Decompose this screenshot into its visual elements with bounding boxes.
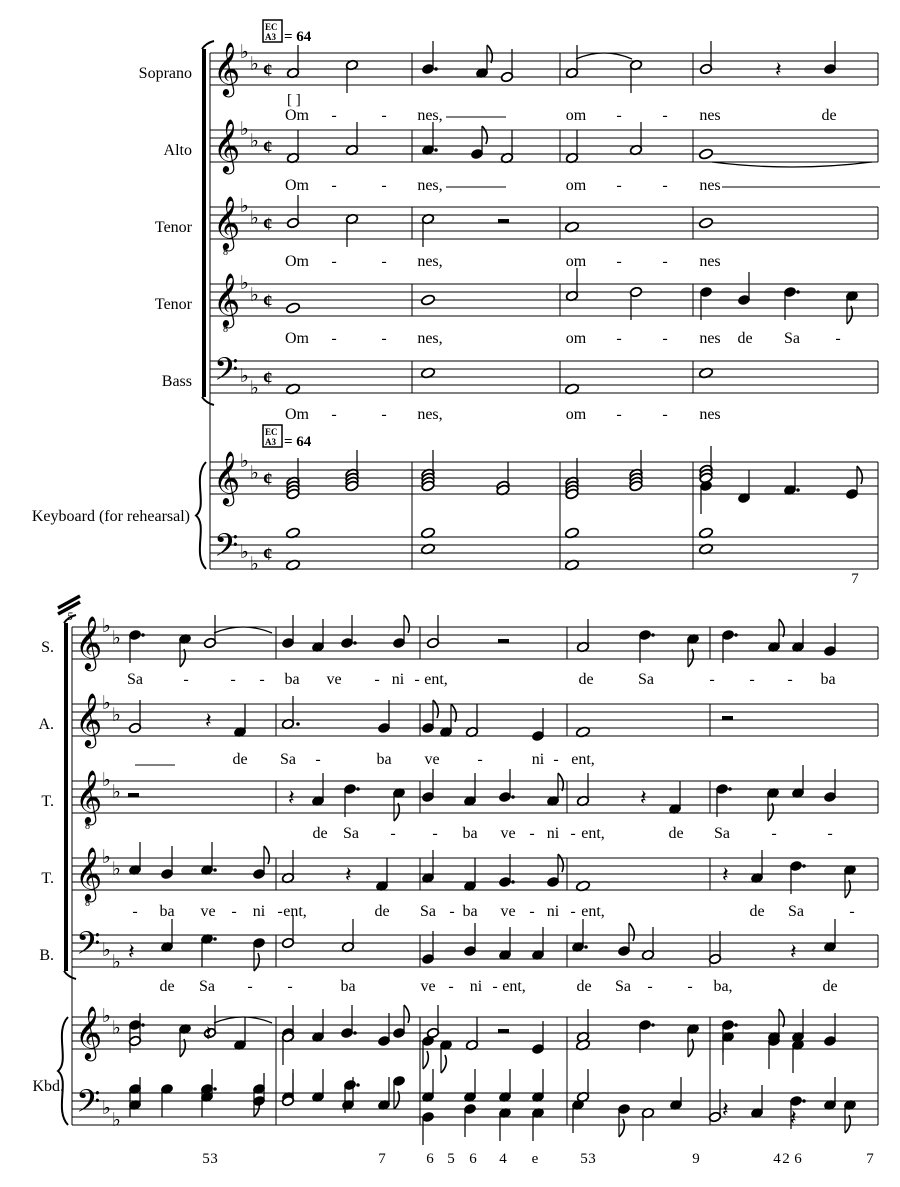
augmentation-dot [353, 641, 357, 645]
s2-a-lyric-2: - [315, 751, 321, 768]
s2-t1-lyric-12: - [771, 825, 777, 842]
augmentation-dot [802, 864, 806, 868]
s1-bass-lyric-4: om [565, 406, 587, 423]
note-head [699, 217, 714, 229]
s1-alto-lyric-4: om [565, 177, 587, 194]
quarter-rest-icon: 𝄽 [640, 785, 647, 810]
s1-tenor2-lyric-1: - [331, 330, 337, 347]
augmentation-dot [584, 945, 588, 949]
editorial-mark: [ ] [287, 92, 301, 108]
flat-icon: ♭ [112, 952, 121, 973]
s2-t2-lyric-7: de [374, 903, 390, 920]
flat-icon: ♭ [250, 131, 259, 152]
figure-12: 4 [773, 1151, 781, 1167]
cut-time-icon: ¢ [263, 291, 273, 312]
figure-2: 3 [210, 1151, 218, 1167]
tempo-text: = 64 [284, 29, 312, 45]
note-flag [558, 854, 563, 872]
flat-icon: ♭ [102, 940, 111, 961]
quarter-rest-icon: 𝄽 [288, 785, 295, 810]
s2-a-lyric-8: ent, [571, 751, 595, 768]
s2-s-lyric-3: - [259, 671, 265, 688]
s1-bass-lyric-3: nes, [417, 406, 443, 423]
s1-tenor1-lyric-0: Om [285, 253, 309, 270]
s2-s-lyric-13: - [749, 671, 755, 688]
augmentation-dot [734, 1023, 738, 1027]
s2-a-lyric-6: ni [531, 751, 545, 768]
s1-soprano-lyric-0: Om [285, 107, 309, 124]
s2-s-lyric-0: Sa [127, 671, 143, 688]
treble-clef-icon: 𝄞 [213, 452, 241, 503]
figure-14: 6 [794, 1151, 802, 1167]
flat-icon: ♭ [250, 463, 259, 484]
s1-bass-lyric-2: - [381, 406, 387, 423]
s2-t1-lyric-13: - [827, 825, 833, 842]
s2-a-lyric-3: ba [376, 751, 392, 768]
s2-a-lyric-0: de [232, 751, 248, 768]
s2-b-lyric-1: Sa [199, 978, 215, 995]
s2-s-lyric-14: - [787, 671, 793, 688]
augmentation-dot [511, 795, 515, 799]
s1-soprano-lyric-5: - [616, 107, 622, 124]
flat-icon: ♭ [112, 705, 121, 726]
quarter-rest-icon: 𝄽 [722, 1097, 729, 1122]
note-flag [688, 649, 693, 667]
sys2-choir-bracket [64, 623, 68, 971]
treble-clef-icon: 𝄞 [75, 617, 103, 668]
note-flag [404, 1005, 409, 1023]
s2-t2-lyric-0: - [132, 903, 138, 920]
figured-bass-layer [202, 571, 874, 1167]
quarter-rest-icon: 𝄽 [205, 1021, 212, 1046]
flat-icon: ♭ [102, 1098, 111, 1119]
note-flag [487, 45, 492, 63]
quarter-rest-icon: 𝄽 [775, 57, 782, 82]
s2-t2-lyric-17: Sa [788, 903, 804, 920]
note-flag [688, 1039, 693, 1057]
augmentation-dot [353, 1031, 357, 1035]
octave-8-mark: 8 [223, 247, 228, 258]
note-flag [847, 306, 852, 324]
bass-clef-icon: 𝄢 [76, 1085, 101, 1127]
s2-t2-lyric-3: - [231, 903, 237, 920]
s2-b-lyric-14: ba, [713, 978, 733, 995]
note-head [421, 294, 436, 306]
treble-clef-icon: 𝄞 [75, 694, 103, 745]
svg-text:EC: EC [265, 427, 278, 437]
s1-tenor1-lyric-1: - [331, 253, 337, 270]
augmentation-dot [434, 67, 438, 71]
s2-t2-lyric-1: ba [159, 903, 175, 920]
figure-7: 4 [499, 1151, 507, 1167]
s1-bass-lyric-1: - [331, 406, 337, 423]
s2-b-lyric-10: de [576, 978, 592, 995]
flat-icon: ♭ [112, 1018, 121, 1039]
figure-5: 5 [447, 1151, 455, 1167]
quarter-rest-icon: 𝄽 [790, 939, 797, 964]
s1-tenor2-lyric-4: om [565, 330, 587, 347]
s1-tenor2-lyric-8: de [737, 330, 753, 347]
bass-clef-icon: 𝄢 [214, 353, 239, 395]
s2-t2-lyric-9: - [449, 903, 455, 920]
flat-icon: ♭ [240, 273, 249, 294]
sys1-choir-bracket [202, 49, 206, 397]
measure-number: 5 [67, 609, 73, 623]
quarter-rest-icon: 𝄽 [205, 708, 212, 733]
figure-3: 7 [378, 1151, 386, 1167]
s2-b-lyric-7: ni [469, 978, 483, 995]
s1-alto-lyric-5: - [616, 177, 622, 194]
quarter-rest-icon: 𝄽 [345, 862, 352, 887]
note-flag [558, 773, 563, 791]
s2-b-lyric-9: ent, [502, 978, 526, 995]
octave-8-mark: 8 [85, 821, 90, 832]
part-label-tenor-1: Tenor [154, 219, 192, 236]
s2-t1-lyric-1: Sa [343, 825, 359, 842]
part-label-b: B. [39, 947, 54, 964]
flat-icon: ♭ [250, 54, 259, 75]
s1-soprano-lyric-3: nes, [417, 107, 443, 124]
s2-b-lyric-11: Sa [615, 978, 631, 995]
note-flag [423, 1051, 428, 1069]
treble-clef-icon: 𝄞 [213, 274, 241, 325]
tie-icon [214, 1017, 272, 1023]
s1-soprano-lyric-1: - [331, 107, 337, 124]
s2-t1-lyric-11: Sa [714, 825, 730, 842]
treble-clef-icon: 𝄞 [213, 43, 241, 94]
half-rest-icon [498, 1029, 509, 1033]
part-label-a: A. [38, 716, 54, 733]
s1-tenor1-lyric-2: - [381, 253, 387, 270]
flat-icon: ♭ [240, 196, 249, 217]
octave-8-mark: 8 [85, 898, 90, 909]
tie-icon [576, 53, 632, 59]
quarter-rest-icon: 𝄽 [128, 939, 135, 964]
sys1-bracket-bottom [202, 397, 214, 405]
note-flag [180, 1039, 185, 1057]
cut-time-icon: ¢ [263, 137, 273, 158]
s1-tenor1-lyric-5: - [616, 253, 622, 270]
s2-a-lyric-5: - [477, 751, 483, 768]
flat-icon: ♭ [112, 1110, 121, 1131]
note-flag [441, 1055, 446, 1073]
s2-b-lyric-3: - [287, 978, 293, 995]
augmentation-dot [434, 148, 438, 152]
note-flag [629, 923, 634, 941]
s1-tenor2-lyric-9: Sa [784, 330, 800, 347]
s2-b-lyric-12: - [647, 978, 653, 995]
note-flag [180, 649, 185, 667]
augmentation-dot [796, 488, 800, 492]
staff-lines-layer [58, 41, 878, 1125]
s2-t2-lyric-15: ent, [581, 903, 605, 920]
treble-clef-icon: 𝄞 [75, 771, 103, 822]
s2-t2-lyric-6: ent, [283, 903, 307, 920]
s2-s-lyric-11: Sa [638, 671, 654, 688]
half-rest-icon [498, 639, 509, 643]
flat-icon: ♭ [102, 616, 111, 637]
s1-tenor2-lyric-7: nes [699, 330, 721, 347]
figure-9: 5 [580, 1151, 588, 1167]
part-label-keyboard: Keyboard (for rehearsal) [31, 508, 190, 525]
note-flag [845, 1115, 850, 1133]
s1-soprano-lyric-7: nes [699, 107, 721, 124]
sys2-bracket-bottom [64, 971, 76, 979]
s2-t2-lyric-2: ve [200, 903, 216, 920]
s2-t2-lyric-16: de [749, 903, 765, 920]
augmentation-dot [651, 633, 655, 637]
part-label-t1: T. [41, 793, 54, 810]
s1-tenor1-lyric-7: nes [699, 253, 721, 270]
figure-10: 3 [588, 1151, 596, 1167]
augmentation-dot [141, 1023, 145, 1027]
s2-s-lyric-15: ba [820, 671, 836, 688]
augmentation-dot [734, 633, 738, 637]
sys1-kbd-brace [196, 462, 206, 569]
flat-icon: ♭ [102, 847, 111, 868]
s2-s-lyric-4: ba [284, 671, 300, 688]
s2-s-lyric-9: ent, [424, 671, 448, 688]
augmentation-dot [296, 722, 300, 726]
s2-t1-lyric-0: de [312, 825, 328, 842]
s1-tenor2-lyric-2: - [381, 330, 387, 347]
s1-soprano-lyric-4: om [565, 107, 587, 124]
treble-clef-icon: 𝄞 [75, 848, 103, 899]
s2-t2-lyric-11: ve [500, 903, 516, 920]
flat-icon: ♭ [240, 366, 249, 387]
note-flag [779, 619, 784, 637]
figure-4: 6 [426, 1151, 434, 1167]
note-flag [779, 1009, 784, 1027]
s2-t1-lyric-7: ni [546, 825, 560, 842]
figure-13: 2 [782, 1151, 790, 1167]
s2-t1-lyric-6: - [529, 825, 535, 842]
s2-t2-lyric-12: - [529, 903, 535, 920]
quarter-rest-icon: 𝄽 [722, 862, 729, 887]
quarter-rest-icon: 𝄽 [790, 1105, 797, 1130]
augmentation-dot [651, 1023, 655, 1027]
half-rest-icon [128, 793, 139, 797]
flat-icon: ♭ [112, 628, 121, 649]
s1-tenor2-lyric-6: - [662, 330, 668, 347]
augmentation-dot [213, 1087, 217, 1091]
flat-icon: ♭ [102, 1006, 111, 1027]
s2-a-lyric-7: - [553, 751, 559, 768]
tie-icon [214, 627, 272, 633]
s2-t2-lyric-10: ba [462, 903, 478, 920]
s2-a-lyric-4: ve [424, 751, 440, 768]
note-flag [619, 1119, 624, 1137]
part-label-s: S. [41, 639, 54, 656]
flat-icon: ♭ [240, 42, 249, 63]
s1-soprano-lyric-2: - [381, 107, 387, 124]
s1-tenor2-lyric-5: - [616, 330, 622, 347]
flat-icon: ♭ [240, 451, 249, 472]
treble-clef-icon: 𝄞 [213, 197, 241, 248]
s1-tenor1-lyric-4: om [565, 253, 587, 270]
figure-0: 7 [851, 571, 859, 587]
part-label-tenor-2: Tenor [154, 296, 192, 313]
cut-time-icon: ¢ [263, 368, 273, 389]
part-label-alto: Alto [163, 142, 192, 159]
half-rest-icon [498, 219, 509, 223]
s2-b-lyric-5: ve [420, 978, 436, 995]
s2-t1-lyric-10: de [668, 825, 684, 842]
figure-8: e [531, 1151, 539, 1167]
s2-b-lyric-2: - [247, 978, 253, 995]
flat-icon: ♭ [102, 770, 111, 791]
s1-soprano-lyric-6: - [662, 107, 668, 124]
augmentation-dot [356, 787, 360, 791]
treble-clef-icon: 𝄞 [213, 120, 241, 171]
tempo-mark-voices [263, 20, 312, 45]
s1-tenor2-lyric-0: Om [285, 330, 309, 347]
part-label-soprano: Soprano [138, 65, 192, 82]
s2-t2-lyric-18: - [849, 903, 855, 920]
note-head [286, 302, 301, 314]
flat-icon: ♭ [240, 542, 249, 563]
note-flag [254, 953, 259, 971]
octave-8-mark: 8 [223, 324, 228, 335]
note-head [699, 148, 714, 160]
s1-alto-lyric-7: nes [699, 177, 721, 194]
flat-icon: ♭ [250, 208, 259, 229]
note-flag [845, 880, 850, 898]
s1-alto-lyric-6: - [662, 177, 668, 194]
s2-t1-lyric-9: ent, [581, 825, 605, 842]
augmentation-dot [213, 937, 217, 941]
part-label-t2: T. [41, 870, 54, 887]
augmentation-dot [511, 880, 515, 884]
s2-t1-lyric-8: - [570, 825, 576, 842]
note-flag [394, 803, 399, 821]
figure-15: 7 [866, 1151, 874, 1167]
s1-tenor2-lyric-10: - [835, 330, 841, 347]
note-flag [433, 700, 438, 718]
s2-s-lyric-7: ni [391, 671, 405, 688]
s2-t1-lyric-3: - [432, 825, 438, 842]
augmentation-dot [141, 633, 145, 637]
svg-text:EC: EC [265, 22, 278, 32]
s1-tenor1-lyric-6: - [662, 253, 668, 270]
flat-icon: ♭ [240, 119, 249, 140]
s2-b-lyric-15: de [822, 978, 838, 995]
flat-icon: ♭ [102, 693, 111, 714]
s1-bass-lyric-0: Om [285, 406, 309, 423]
tie-icon [712, 162, 872, 167]
figure-6: 6 [469, 1151, 477, 1167]
s2-t1-lyric-5: ve [500, 825, 516, 842]
s1-tenor1-lyric-3: nes, [417, 253, 443, 270]
augmentation-dot [728, 787, 732, 791]
flat-icon: ♭ [112, 859, 121, 880]
s2-s-lyric-2: - [230, 671, 236, 688]
flat-icon: ♭ [250, 285, 259, 306]
s2-s-lyric-8: - [414, 671, 420, 688]
note-flag [482, 126, 487, 144]
note-flag [857, 466, 862, 484]
s2-b-lyric-13: - [687, 978, 693, 995]
augmentation-dot [802, 1099, 806, 1103]
half-rest-icon [722, 716, 733, 720]
s2-t2-lyric-5: - [277, 903, 283, 920]
s1-soprano-lyric-8: de [821, 107, 837, 124]
s1-bass-lyric-7: nes [699, 406, 721, 423]
s2-a-lyric-1: Sa [280, 751, 296, 768]
cut-time-icon: ¢ [263, 214, 273, 235]
tempo-text-keyboard: = 64 [284, 434, 312, 450]
note-flag [768, 803, 773, 821]
augmentation-dot [356, 1083, 360, 1087]
s2-b-lyric-8: - [492, 978, 498, 995]
s1-bass-lyric-5: - [616, 406, 622, 423]
treble-clef-icon: 𝄞 [75, 1007, 103, 1058]
part-label-kbd: Kbd. [32, 1078, 64, 1095]
s2-b-lyric-4: ba [340, 978, 356, 995]
part-label-bass: Bass [161, 373, 192, 390]
s2-s-lyric-6: - [374, 671, 380, 688]
s1-bass-lyric-6: - [662, 406, 668, 423]
cut-time-icon: ¢ [263, 469, 273, 490]
s2-s-lyric-12: - [709, 671, 715, 688]
note-flag [394, 1091, 399, 1109]
s2-t2-lyric-14: - [570, 903, 576, 920]
s1-tenor2-lyric-3: nes, [417, 330, 443, 347]
bass-clef-icon: 𝄢 [214, 529, 239, 571]
s2-t1-lyric-2: - [390, 825, 396, 842]
svg-text:A3: A3 [265, 32, 276, 42]
flat-icon: ♭ [250, 554, 259, 575]
s2-b-lyric-0: de [159, 978, 175, 995]
s2-s-lyric-1: - [183, 671, 189, 688]
note-flag [404, 615, 409, 633]
s2-s-lyric-5: ve [326, 671, 342, 688]
s2-s-lyric-10: de [578, 671, 594, 688]
augmentation-dot [796, 290, 800, 294]
bass-clef-icon: 𝄢 [76, 927, 101, 969]
cut-time-icon: ¢ [263, 544, 273, 565]
s1-alto-lyric-2: - [381, 177, 387, 194]
note-flag [451, 704, 456, 722]
flat-icon: ♭ [250, 378, 259, 399]
augmentation-dot [213, 868, 217, 872]
tempo-mark-keyboard [263, 425, 312, 450]
sys2-kbd-brace [58, 1017, 68, 1125]
flat-icon: ♭ [112, 782, 121, 803]
s2-t2-lyric-4: ni [252, 903, 266, 920]
s2-b-lyric-6: - [448, 978, 454, 995]
note-flag [264, 846, 269, 864]
s2-t2-lyric-8: Sa [420, 903, 436, 920]
s2-t2-lyric-13: ni [546, 903, 560, 920]
s2-t1-lyric-4: ba [462, 825, 478, 842]
s1-alto-lyric-1: - [331, 177, 337, 194]
s1-alto-lyric-3: nes, [417, 177, 443, 194]
cut-time-icon: ¢ [263, 60, 273, 81]
svg-text:A3: A3 [265, 437, 276, 447]
figure-11: 9 [692, 1151, 700, 1167]
s1-alto-lyric-0: Om [285, 177, 309, 194]
figure-1: 5 [202, 1151, 210, 1167]
